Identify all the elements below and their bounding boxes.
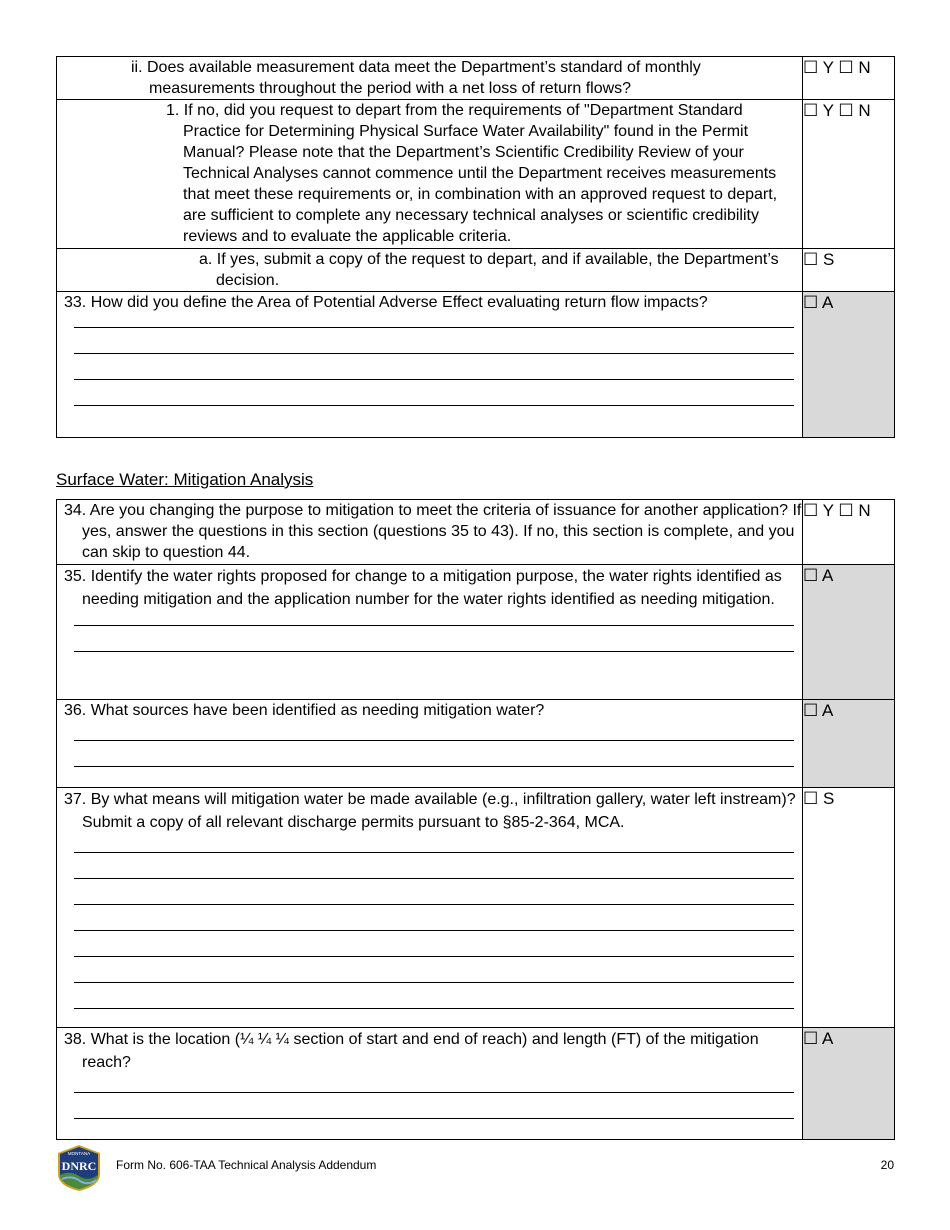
logo-text: DNRC [61,1159,97,1173]
question-row [57,249,895,292]
question-38-text: 38. What is the location (¼ ¼ ¼ section of start and end of reach) and length (FT) of the mitigation reach? [64,1031,759,1071]
question-row [57,292,895,438]
answer-line[interactable] [74,905,794,931]
answer-line[interactable] [74,354,794,380]
page-number: 20 [880,1158,894,1172]
logo-subtext: MONTANA [67,1151,91,1156]
question-row [57,1028,895,1140]
question-row [57,788,895,1028]
answer-checkbox-a[interactable]: ☐ A [803,292,895,438]
question-35-text: 35. Identify the water rights proposed for change to a mitigation purpose, the water rights identified as needing mitigation and the application number for the water rights identified as needing mitigation. [64,568,782,608]
answer-checkbox-a[interactable]: ☐ A [803,700,895,788]
question-cell [57,292,803,438]
answer-checkbox-a[interactable]: ☐ A [803,565,895,700]
question-row [57,500,895,565]
answer-line[interactable] [74,313,794,328]
question-36-text: 36. What sources have been identified as needing mitigation water? [64,702,545,719]
answer-line[interactable] [74,741,794,767]
question-row [57,565,895,700]
answer-line[interactable] [74,328,794,354]
question-row [57,700,895,788]
question-ii-text: ii. Does available measurement data meet the Department’s standard of monthly measurements throughout the period with a net loss of return flows? [131,59,701,97]
answer-line[interactable] [74,626,794,652]
question-row [57,100,895,249]
question-table-1 [56,56,895,438]
answer-checkbox-s[interactable]: ☐ S [803,249,895,292]
question-33-text: 33. How did you define the Area of Potential Adverse Effect evaluating return flow impacts? [64,294,708,311]
question-cell [57,788,803,1028]
dnrc-logo-icon [56,1144,102,1192]
answer-line[interactable] [74,957,794,983]
answer-line[interactable] [74,1093,794,1119]
answer-line[interactable] [74,879,794,905]
answer-line[interactable] [74,611,794,626]
answer-line[interactable] [74,983,794,1009]
answer-line[interactable] [74,853,794,879]
question-cell [57,57,803,100]
question-table-2 [56,499,895,1140]
question-37-text: 37. By what means will mitigation water be made available (e.g., infiltration gallery, water left instream)? Submit a copy of all relevant discharge permits pursuant to §85-2-364, MCA. [64,791,796,831]
answer-line[interactable] [74,721,794,741]
question-cell [57,500,803,565]
answer-checkbox-yn[interactable]: ☐ Y ☐ N [803,57,895,100]
question-cell [57,700,803,788]
question-a-text: a. If yes, submit a copy of the request to depart, and if available, the Department’s decision. [199,251,779,289]
answer-line[interactable] [74,931,794,957]
answer-checkbox-s[interactable]: ☐ S [803,788,895,1028]
answer-checkbox-yn[interactable]: ☐ Y ☐ N [803,500,895,565]
question-cell [57,100,803,249]
answer-checkbox-yn[interactable]: ☐ Y ☐ N [803,100,895,249]
section-title: Surface Water: Mitigation Analysis [56,470,314,489]
answer-line[interactable] [74,1074,794,1093]
form-number: Form No. 606-TAA Technical Analysis Addendum [116,1158,377,1172]
question-34-text: 34. Are you changing the purpose to mitigation to meet the criteria of issuance for another application? If yes, answer the questions in this section (questions 35 to 43). If no, this section is complete, and you can skip to question 44. [64,502,802,561]
answer-line[interactable] [74,380,794,406]
question-1-text: 1. If no, did you request to depart from the requirements of "Department Standard Practice for Determining Physical Surface Water Availability" found in the Permit Manual? Please note that the Department’s Scientific Credibility Review of your Technical Analyses cannot commence until the Department receives measurements that meet these requirements or, in combination with an approved request to depart, are sufficient to complete any necessary technical analyses or scientific credibility reviews and to evaluate the applicable criteria. [166,102,778,245]
question-row [57,57,895,100]
question-cell [57,1028,803,1140]
question-cell [57,565,803,700]
answer-checkbox-a[interactable]: ☐ A [803,1028,895,1140]
answer-line[interactable] [74,834,794,853]
question-cell [57,249,803,292]
page-footer [56,1140,895,1190]
